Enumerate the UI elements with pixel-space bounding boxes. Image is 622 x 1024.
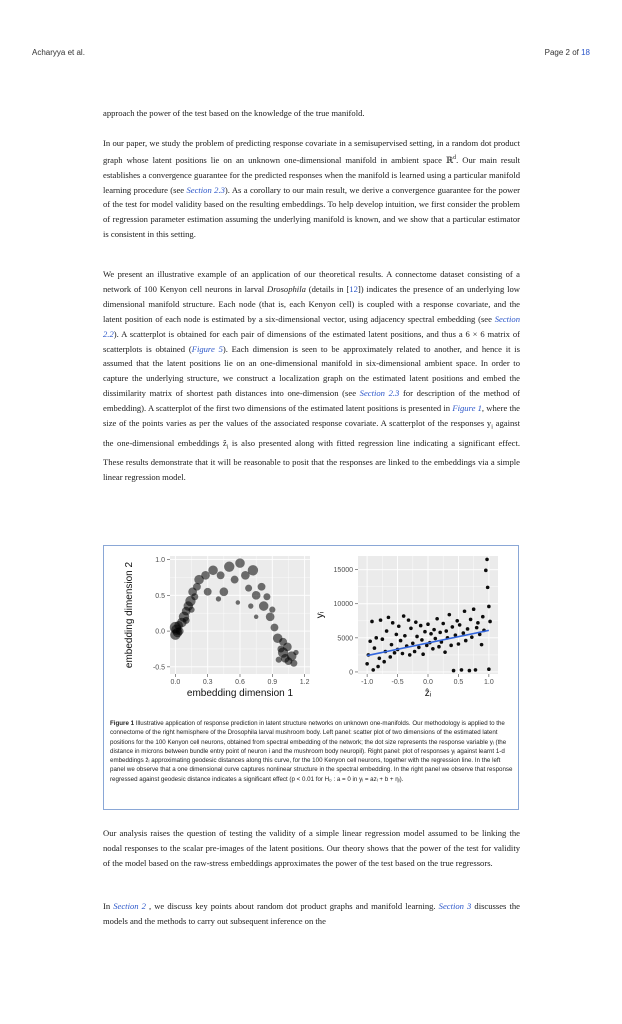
p4-text-c: discusses the models and the methods to carry out subsequent inference on the xyxy=(103,901,520,926)
x-tick-label: 0.9 xyxy=(267,679,278,686)
data-point xyxy=(468,669,472,673)
page-header xyxy=(32,48,590,62)
data-point xyxy=(271,624,279,632)
p2-text-a: We present an illustrative example of an application of our theoretical results. A connectome dataset consisting of a network of 100 Kenyon cell neurons in larval xyxy=(103,269,520,294)
data-point xyxy=(455,619,459,623)
data-point xyxy=(266,612,275,621)
data-point xyxy=(431,647,435,651)
data-point xyxy=(432,628,436,632)
data-point xyxy=(429,632,433,636)
y-tick-label: 5000 xyxy=(337,635,353,643)
paragraph-1 xyxy=(103,136,520,242)
data-point xyxy=(254,615,258,619)
data-point xyxy=(370,620,374,624)
data-point xyxy=(263,593,270,600)
data-point xyxy=(415,635,419,639)
data-point xyxy=(216,596,221,601)
x-tick-label: 0.0 xyxy=(170,679,181,686)
paragraph-0 xyxy=(103,106,520,121)
link-figure-1[interactable]: Figure 1 xyxy=(452,403,482,414)
link-section-2-3-b[interactable]: Section 2.3 xyxy=(359,388,400,399)
paragraph-3 xyxy=(103,826,520,871)
data-point xyxy=(434,637,438,641)
data-point xyxy=(236,600,240,604)
x-axis-label: embedding dimension 1 xyxy=(186,688,294,699)
data-point xyxy=(464,639,468,643)
data-point xyxy=(378,657,382,661)
data-point xyxy=(201,571,210,580)
data-point xyxy=(269,607,275,613)
data-point xyxy=(487,605,491,609)
paragraph-0-text: approach the power of the test based on the knowledge of the true manifold. xyxy=(103,108,365,118)
p1-text-c: ). As a corollary to our main result, we derive a convergence guarantee for the power of the test for model validity based on the resulting embeddings. To help develop intuition, we first consider the problem of regression parameter estimation assuming the underlying manifold is known, and we show that a particular estimator is consistent in this setting. xyxy=(103,184,521,240)
data-point xyxy=(443,650,447,654)
data-point xyxy=(376,665,380,669)
data-point xyxy=(448,613,452,617)
running-authors: Acharyya et al. xyxy=(32,48,85,57)
page-total-link[interactable]: 18 xyxy=(581,48,590,57)
data-point xyxy=(435,617,439,621)
data-point xyxy=(408,653,412,657)
paragraph-3-text: Our analysis raises the question of testing the validity of a simple linear regression model assumed to be linking the nodal responses to the scalar pre-images of the latent positions. Our theory shows that the power of the test for validity of the model based on the raw-stress embeddings approximates the power of the test based on the true regressors. xyxy=(103,828,520,868)
x-tick-label: -0.5 xyxy=(391,679,404,686)
data-point xyxy=(371,668,375,672)
data-point xyxy=(176,627,184,635)
data-point xyxy=(484,569,488,573)
data-point xyxy=(457,642,461,646)
data-point xyxy=(252,591,261,600)
x-tick-label: 0.5 xyxy=(453,679,464,686)
page-number-prefix: Page 2 of xyxy=(544,48,579,57)
data-point xyxy=(426,622,430,626)
data-point xyxy=(373,646,377,650)
data-point xyxy=(420,638,424,642)
data-point xyxy=(374,636,378,640)
p2-species: Drosophila xyxy=(267,283,306,294)
data-point xyxy=(183,617,190,624)
data-point xyxy=(437,645,441,649)
data-point xyxy=(438,631,442,635)
x-tick-label: 1.2 xyxy=(299,679,310,686)
data-point xyxy=(449,644,453,648)
data-point xyxy=(188,607,194,613)
data-point xyxy=(276,657,282,663)
data-point xyxy=(290,660,297,667)
data-point xyxy=(235,558,245,568)
p2-text-e: ). Each dimension is seen to be approximately related to another, and hence it is assumed that the latent positions lie on an one-dimensional manifold in six-dimensional ambient space. In order to capture the underlying structure, we construct a localization graph on the estimated latent positions and embed the dissimilarity matrix of shortest path distances into one-dimension (see xyxy=(103,343,520,399)
x-tick-label: 0.0 xyxy=(423,679,433,686)
data-point xyxy=(387,616,391,620)
citation-link-12[interactable]: 12 xyxy=(349,283,358,294)
data-point xyxy=(419,624,423,628)
x-tick-label: 1.0 xyxy=(484,679,494,686)
p4-text-b: , we discuss key points about random dot product graphs and manifold learning. xyxy=(145,901,439,911)
data-point xyxy=(417,646,421,650)
data-point xyxy=(486,586,490,590)
data-point xyxy=(258,583,266,591)
data-point xyxy=(485,558,489,562)
figure-1-label: Figure 1 xyxy=(110,720,135,727)
data-point xyxy=(391,621,395,625)
data-point xyxy=(401,652,405,656)
data-point xyxy=(475,626,479,630)
data-point xyxy=(463,609,467,613)
x-tick-label: 0.3 xyxy=(202,679,213,686)
data-point xyxy=(472,607,476,611)
y-tick-label: 0.5 xyxy=(155,592,165,600)
data-point xyxy=(399,639,403,643)
p2-subscript-2: i xyxy=(226,444,229,451)
p2-text-b: (details in [ xyxy=(305,283,350,294)
data-point xyxy=(368,639,372,643)
p2-text-d: ). A scatterplot is obtained for each pair of dimensions of the estimated latent positions, and thus a 6 × 6 matrix of scatterplots is obtained ( xyxy=(103,328,520,354)
figure-1 xyxy=(103,545,519,810)
data-point xyxy=(460,668,464,672)
paragraph-2 xyxy=(103,267,520,485)
p1-text-b: . Our main result establishes a convergence guarantee for the predicted responses when the manifold is learned using a particular manifold learning procedure (see xyxy=(103,154,520,195)
x-tick-label: 0.6 xyxy=(235,679,245,686)
data-point xyxy=(208,566,218,576)
data-point xyxy=(397,624,401,628)
y-axis-label: yᵢ xyxy=(315,611,326,619)
data-point xyxy=(476,621,480,625)
data-point xyxy=(248,603,253,608)
data-point xyxy=(470,635,474,639)
figure-1-plots xyxy=(104,546,518,716)
data-point xyxy=(487,667,491,671)
data-point xyxy=(407,618,411,622)
data-point xyxy=(423,630,427,634)
data-point xyxy=(481,615,485,619)
p4-text-a: In xyxy=(103,901,114,911)
data-point xyxy=(365,662,369,666)
right-scatter-panel xyxy=(315,556,498,699)
data-point xyxy=(245,585,252,592)
page-number xyxy=(545,48,590,57)
data-point xyxy=(224,562,234,572)
p2-text-g: , where the size of the points varies as per the values of the associated response covariate. A scatterplot of the responses y xyxy=(103,403,520,429)
y-tick-label: 10000 xyxy=(333,601,353,609)
left-scatter-panel xyxy=(124,556,310,699)
y-tick-label: 1.0 xyxy=(155,557,165,565)
data-point xyxy=(381,637,385,641)
data-point xyxy=(441,622,445,626)
data-point xyxy=(480,643,484,647)
y-tick-label: 15000 xyxy=(333,567,353,575)
link-section-2-3[interactable]: Section 2.3 xyxy=(186,184,225,195)
paragraph-4 xyxy=(103,899,520,929)
y-axis-label: embedding dimension 2 xyxy=(124,561,135,669)
data-point xyxy=(413,650,417,654)
data-point xyxy=(248,565,258,575)
data-point xyxy=(458,623,462,627)
data-point xyxy=(421,652,425,656)
data-point xyxy=(444,629,448,633)
data-point xyxy=(390,643,394,647)
data-point xyxy=(217,571,225,579)
data-point xyxy=(411,642,415,646)
data-point xyxy=(414,620,418,624)
y-tick-label: -0.5 xyxy=(152,664,165,672)
data-point xyxy=(402,614,406,618)
data-point xyxy=(382,660,386,664)
p2-text-h: against the one-dimensional embeddings ẑ xyxy=(103,418,520,448)
p2-text-c: ]) indicates the presence of an underlying low dimensional manifold structure. Each node (that is, each Kenyon cell) is coupled with a response covariate, and the latent position of each node is estimated by a six-dimensional vector, using adjacency spectral embedding (see xyxy=(103,283,520,324)
p2-text-i: is also presented along with fitted regression line indicating a significant effect. These results demonstrate that it will be reasonable to posit that the responses are linked to the embeddings via a simple linear regression model. xyxy=(103,437,520,483)
p1-text-a: In our paper, we study the problem of predicting response covariate in a semisupervised setting, in a random dot product graph whose latent positions lie on an unknown one-dimensional manifold in ambient space ℝ xyxy=(103,138,520,165)
link-section-2[interactable]: Section 2 xyxy=(113,901,146,911)
link-section-3[interactable]: Section 3 xyxy=(438,901,472,911)
y-tick-label: 0 xyxy=(349,669,353,677)
figure-1-caption-text: Illustrative application of response prediction in latent structure networks on unknown one-manifolds. Our methodology is applied to the connectome of the right hemisphere of the Drosophila larval mushroom body. Left panel: scatter plot of two dimensions of the estimated latent positions for the 100 Kenyon cell neurons, obtained from spectral embedding of the network; the dot size represents the response variable yᵢ (the distance in microns between bundle entry point of neuron i and the mushroom body neuropil). Right panel: plot of responses yᵢ against learnt 1-d embeddings ẑᵢ approximating geodesic distances along this curve, for the 100 Kenyon cell neurons, together with the regression line. In the left panel we observe that a one dimensional curve captures nonlinear structure in the spectral embedding. In the right panel we observe that response regressed against geodesic distance indicates a significant effect (p < 0.01 for H₀ : a = 0 in yᵢ = azᵢ + b + ηᵢ). xyxy=(110,720,513,783)
data-point xyxy=(393,651,397,655)
data-point xyxy=(451,625,455,629)
p2-text-f: for description of the method of embedding). A scatterplot of the first two dimensions of the estimated latent positions is presented in xyxy=(103,388,520,414)
link-figure-5[interactable]: Figure 5 xyxy=(191,343,223,354)
p1-superscript: d xyxy=(453,154,457,161)
data-point xyxy=(403,634,407,638)
p2-subscript-1: i xyxy=(491,424,493,431)
data-point xyxy=(462,631,466,635)
data-point xyxy=(385,629,389,633)
data-point xyxy=(231,576,239,584)
figure-1-caption xyxy=(110,719,514,784)
y-tick-label: 0.0 xyxy=(155,628,165,636)
data-point xyxy=(395,633,399,637)
data-point xyxy=(488,620,492,624)
data-point xyxy=(452,669,456,673)
x-tick-label: -1.0 xyxy=(361,679,374,686)
link-section-2-2[interactable]: Section 2.2 xyxy=(103,313,520,339)
data-point xyxy=(220,587,229,596)
data-point xyxy=(466,627,470,631)
data-point xyxy=(388,655,392,659)
data-point xyxy=(259,601,269,611)
data-point xyxy=(191,593,198,600)
data-point xyxy=(474,668,478,672)
data-point xyxy=(409,627,413,631)
data-point xyxy=(379,618,383,622)
data-point xyxy=(283,642,292,651)
data-point xyxy=(469,618,473,622)
data-point xyxy=(293,650,298,655)
data-point xyxy=(204,588,212,596)
x-axis-label: ẑᵢ xyxy=(424,688,432,699)
